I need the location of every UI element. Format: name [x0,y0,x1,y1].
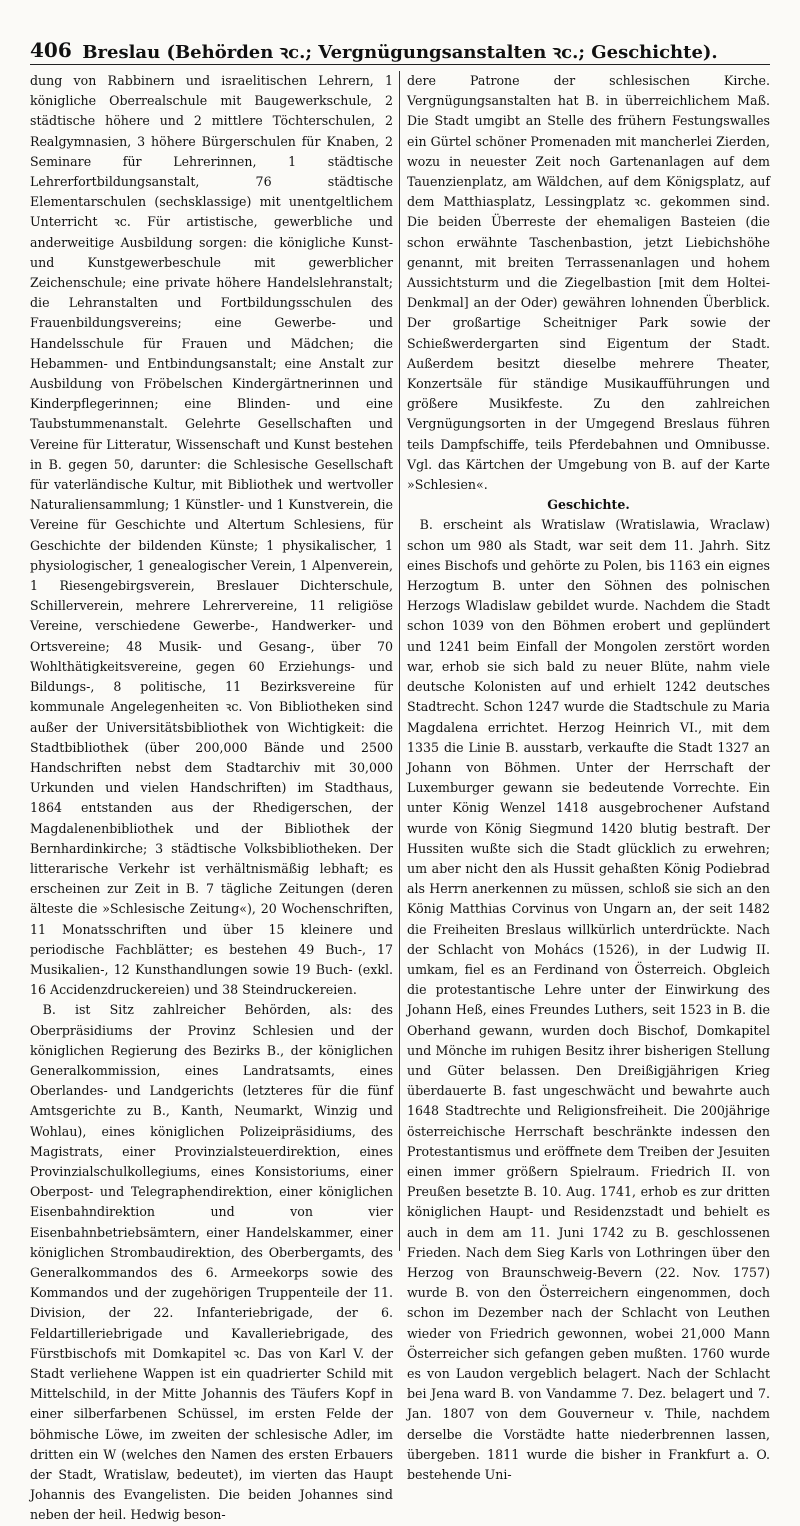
right-paragraph-2: B. erscheint als Wratislaw (Wratislawia, Wraclaw) schon um 980 als Stadt, war seit dem 11. Jahrh. Sitz eines Bischofs und gehörte zu Polen, bis 1163 ein eignes Herzogtum B. unter den Söhnen des polnischen Herzogs Wladislaw gebildet wurde. Nachdem die Stadt schon 1039 von den Böhmen erobert und geplündert und 1241 beim Einfall der Mongolen zerstört worden war, erhob sie sich bald zu neuer Blüte, nahm viele deutsche Kolonisten auf und erhielt 1242 deutsches Stadtrecht. Schon 1247 wurde die Stadtschule zu Maria Magdalena errichtet. Herzog Heinrich VI., mit dem 1335 die Linie B. ausstarb, verkaufte die Stadt 1327 an Johann von Böhmen. Unter der Herrschaft der Luxemburger gewann sie bedeutende Vorrechte. Ein unter König Wenzel 1418 ausgebrochener Aufstand wurde von König Siegmund 1420 blutig bestraft. Der Hussiten wußte sich die Stadt glücklich zu erwehren; um aber nicht den als Hussit gehaßten König Podiebrad als Herrn anerkennen zu müssen, schloß sie sich an den König Matthias Corvinus von Ungarn an, der seit 1482 die Freiheiten Breslaus willkürlich unterdrückte. Nach der Schlacht von Mohács (1526), in der Ludwig II. umkam, fiel es an Ferdinand von Österreich. Obgleich die protestantische Lehre unter der Einwirkung des Johann Heß, eines Freundes Luthers, seit 1523 in B. die Oberhand gewann, wurden doch Bischof, Domkapitel und Mönche im ruhigen Besitz ihrer bisherigen Stellung und Güter belassen. Den Dreißigjährigen Krieg überdauerte B. fast ungeschwächt und bewahrte auch 1648 Stadtrechte und Religionsfreiheit. Die 200jährige österreichische Herrschaft beschränkte indessen den Protestantismus und eröffnete dem Treiben der Jesuiten einen immer größern Spielraum. Friedrich II. von Preußen besetzte B. 10. Aug. 1741, erhob es zur dritten königlichen Haupt- und Residenzstadt und behielt es auch in dem am 11. Juni 1742 zu B. geschlossenen Frieden. Nach dem Sieg Karls von Lothringen über den Herzog von Braunschweig-Bevern (22. Nov. 1757) wurde B. von den Österreichern eingenommen, doch schon im Dezember nach der Schlacht von Leuthen wieder von Friedrich gewonnen, wobei 21,000 Mann Österreicher sich gefangen geben mußten. 1760 wurde es von Laudon vergeblich belagert. Nach der Schlacht bei Jena ward B. von Vandamme 7. Dez. belagert und 7. Jan. 1807 von dem Gouverneur v. Thile, nachdem derselbe die Vorstädte hatte niederbrennen lassen, übergeben. 1811 wurde die bisher in Frankfurt a. O. bestehende Uni- [407,517,770,1483]
section-heading-geschichte: Geschichte. [547,497,630,513]
two-column-body [30,71,770,1523]
right-column [407,71,770,1485]
left-paragraph-2: B. ist Sitz zahlreicher Behörden, als: des Oberpräsidiums der Provinz Schlesien und der königlichen Regierung des Bezirks B., der königlichen Generalkommission, eines Landratsamts, eines Oberlandes- und Landgerichts (letzteres für die fünf Amtsgerichte zu B., Kanth, Neumarkt, Winzig und Wohlau), eines königlichen Polizeipräsidiums, des Magistrats, einer Provinzialsteuerdirektion, eines Provinzialschulkollegiums, eines Konsistoriums, einer Oberpost- und Telegraphendirektion, einer königlichen Eisenbahndirektion und von vier Eisenbahnbetriebsämtern, einer Handelskammer, einer königlichen Strombaudirektion, des Oberbergamts, des Generalkommandos des 6. Armeekorps sowie des Kommandos und der zugehörigen Truppenteile der 11. Division, der 22. Infanteriebrigade, der 6. Feldartilleriebrigade und Kavalleriebrigade, des Fürstbischofs mit Domkapitel ꝛc. Das von Karl V. der Stadt verliehene Wappen ist ein quadrierter Schild mit Mittelschild, in der Mitte Johannis des Täufers Kopf in einer silberfarbenen Schüssel, im ersten Felde der böhmische Löwe, im zweiten der schlesische Adler, im dritten ein W (welches den Namen des ersten Erbauers der Stadt, Wratislaw, bedeutet), im vierten das Haupt Johannis des Evangelisten. Die beiden Johannes sind neben der heil. Hedwig beson- [30,1002,393,1523]
running-title: Breslau (Behörden ꝛc.; Vergnügungsanstalten ꝛc.; Geschichte). [82,42,718,63]
left-column [30,71,393,1526]
page-header [30,28,770,65]
dictionary-page [30,28,770,1523]
column-divider [399,71,400,1251]
left-paragraph-1: dung von Rabbinern und israelitischen Lehrern, 1 königliche Oberrealschule mit Baugewerkschule, 2 städtische höhere und 2 mittlere Töchterschulen, 2 Realgymnasien, 3 höhere Bürgerschulen für Knaben, 2 Seminare für Lehrerinnen, 1 städtische Lehrerfortbildungsanstalt, 76 städtische Elementarschulen (sechsklassige) mit unentgeltlichem Unterricht ꝛc. Für artistische, gewerbliche und anderweitige Ausbildung sorgen: die königliche Kunst- und Kunstgewerbeschule mit gewerblicher Zeichenschule; eine private höhere Handelslehranstalt; die Lehranstalten und Fortbildungsschulen des Frauenbildungsvereins; eine Gewerbe- und Handelsschule für Frauen und Mädchen; die Hebammen- und Entbindungsanstalt; eine Anstalt zur Ausbildung von Fröbelschen Kindergärtnerinnen und Kinderpflegerinnen; eine Blinden- und eine Taubstummenanstalt. Gelehrte Gesellschaften und Vereine für Litteratur, Wissenschaft und Kunst bestehen in B. gegen 50, darunter: die Schlesische Gesellschaft für vaterländische Kultur, mit Bibliothek und wertvoller Naturaliensammlung; 1 Künstler- und 1 Kunstverein, die Vereine für Geschichte und Altertum Schlesiens, für Geschichte der bildenden Künste; 1 physikalischer, 1 physiologischer, 1 genealogischer Verein, 1 Alpenverein, 1 Riesengebirgsverein, Breslauer Dichterschule, Schillerverein, mehrere Lehrervereine, 11 religiöse Vereine, verschiedene Gewerbe-, Handwerker- und Ortsvereine; 48 Musik- und Gesang-, über 70 Wohlthätigkeitsvereine, gegen 60 Erziehungs- und Bildungs-, 8 politische, 11 Bezirksvereine für kommunale Angelegenheiten ꝛc. Von Bibliotheken sind außer der Universitätsbibliothek von Wichtigkeit: die Stadtbibliothek (über 200,000 Bände und 2500 Handschriften nebst dem Stadtarchiv mit 30,000 Urkunden und vielen Handschriften) im Stadthaus, 1864 entstanden aus der Rhedigerschen, der Magdalenenbibliothek und der Bibliothek der Bernhardinkirche; 3 städtische Volksbibliotheken. Der litterarische Verkehr ist verhältnismäßig lebhaft; es erscheinen zur Zeit in B. 7 tägliche Zeitungen (deren älteste die »Schlesische Zeitung«), 20 Wochenschriften, 11 Monatsschriften und über 15 kleinere und periodische Fachblätter; es bestehen 49 Buch-, 17 Musikalien-, 12 Kunsthandlungen sowie 19 Buch- (exkl. 16 Accidenzdruckereien) und 38 Steindruckereien. [30,73,393,998]
page-number: 406 [30,38,72,62]
right-paragraph-1: dere Patrone der schlesischen Kirche. Vergnügungsanstalten hat B. in überreichlichem Maß. Die Stadt umgibt an Stelle des frühern Festungswalles ein Gürtel schöner Promenaden mit mancherlei Zierden, wozu in neuester Zeit noch Gartenanlagen auf dem Tauenzienplatz, am Wäldchen, auf dem Königsplatz, auf dem Matthiasplatz, Lessingplatz ꝛc. gekommen sind. Die beiden Überreste der ehemaligen Basteien (die schon erwähnte Taschenbastion, jetzt Liebichshöhe genannt, mit breiten Terrassenanlagen und hohem Aussichtsturm und die Ziegelbastion [mit dem Holtei-Denkmal] an der Oder) gewähren lohnenden Überblick. Der großartige Scheitniger Park sowie der Schießwerdergarten sind Eigentum der Stadt. Außerdem besitzt dieselbe mehrere Theater, Konzertsäle für ständige Musikaufführungen und größere Musikfeste. Zu den zahlreichen Vergnügungsorten in der Umgegend Breslaus führen teils Dampfschiffe, teils Pferdebahnen und Omnibusse. Vgl. das Kärtchen der Umgebung von B. auf der Karte »Schlesien«. [407,73,770,493]
